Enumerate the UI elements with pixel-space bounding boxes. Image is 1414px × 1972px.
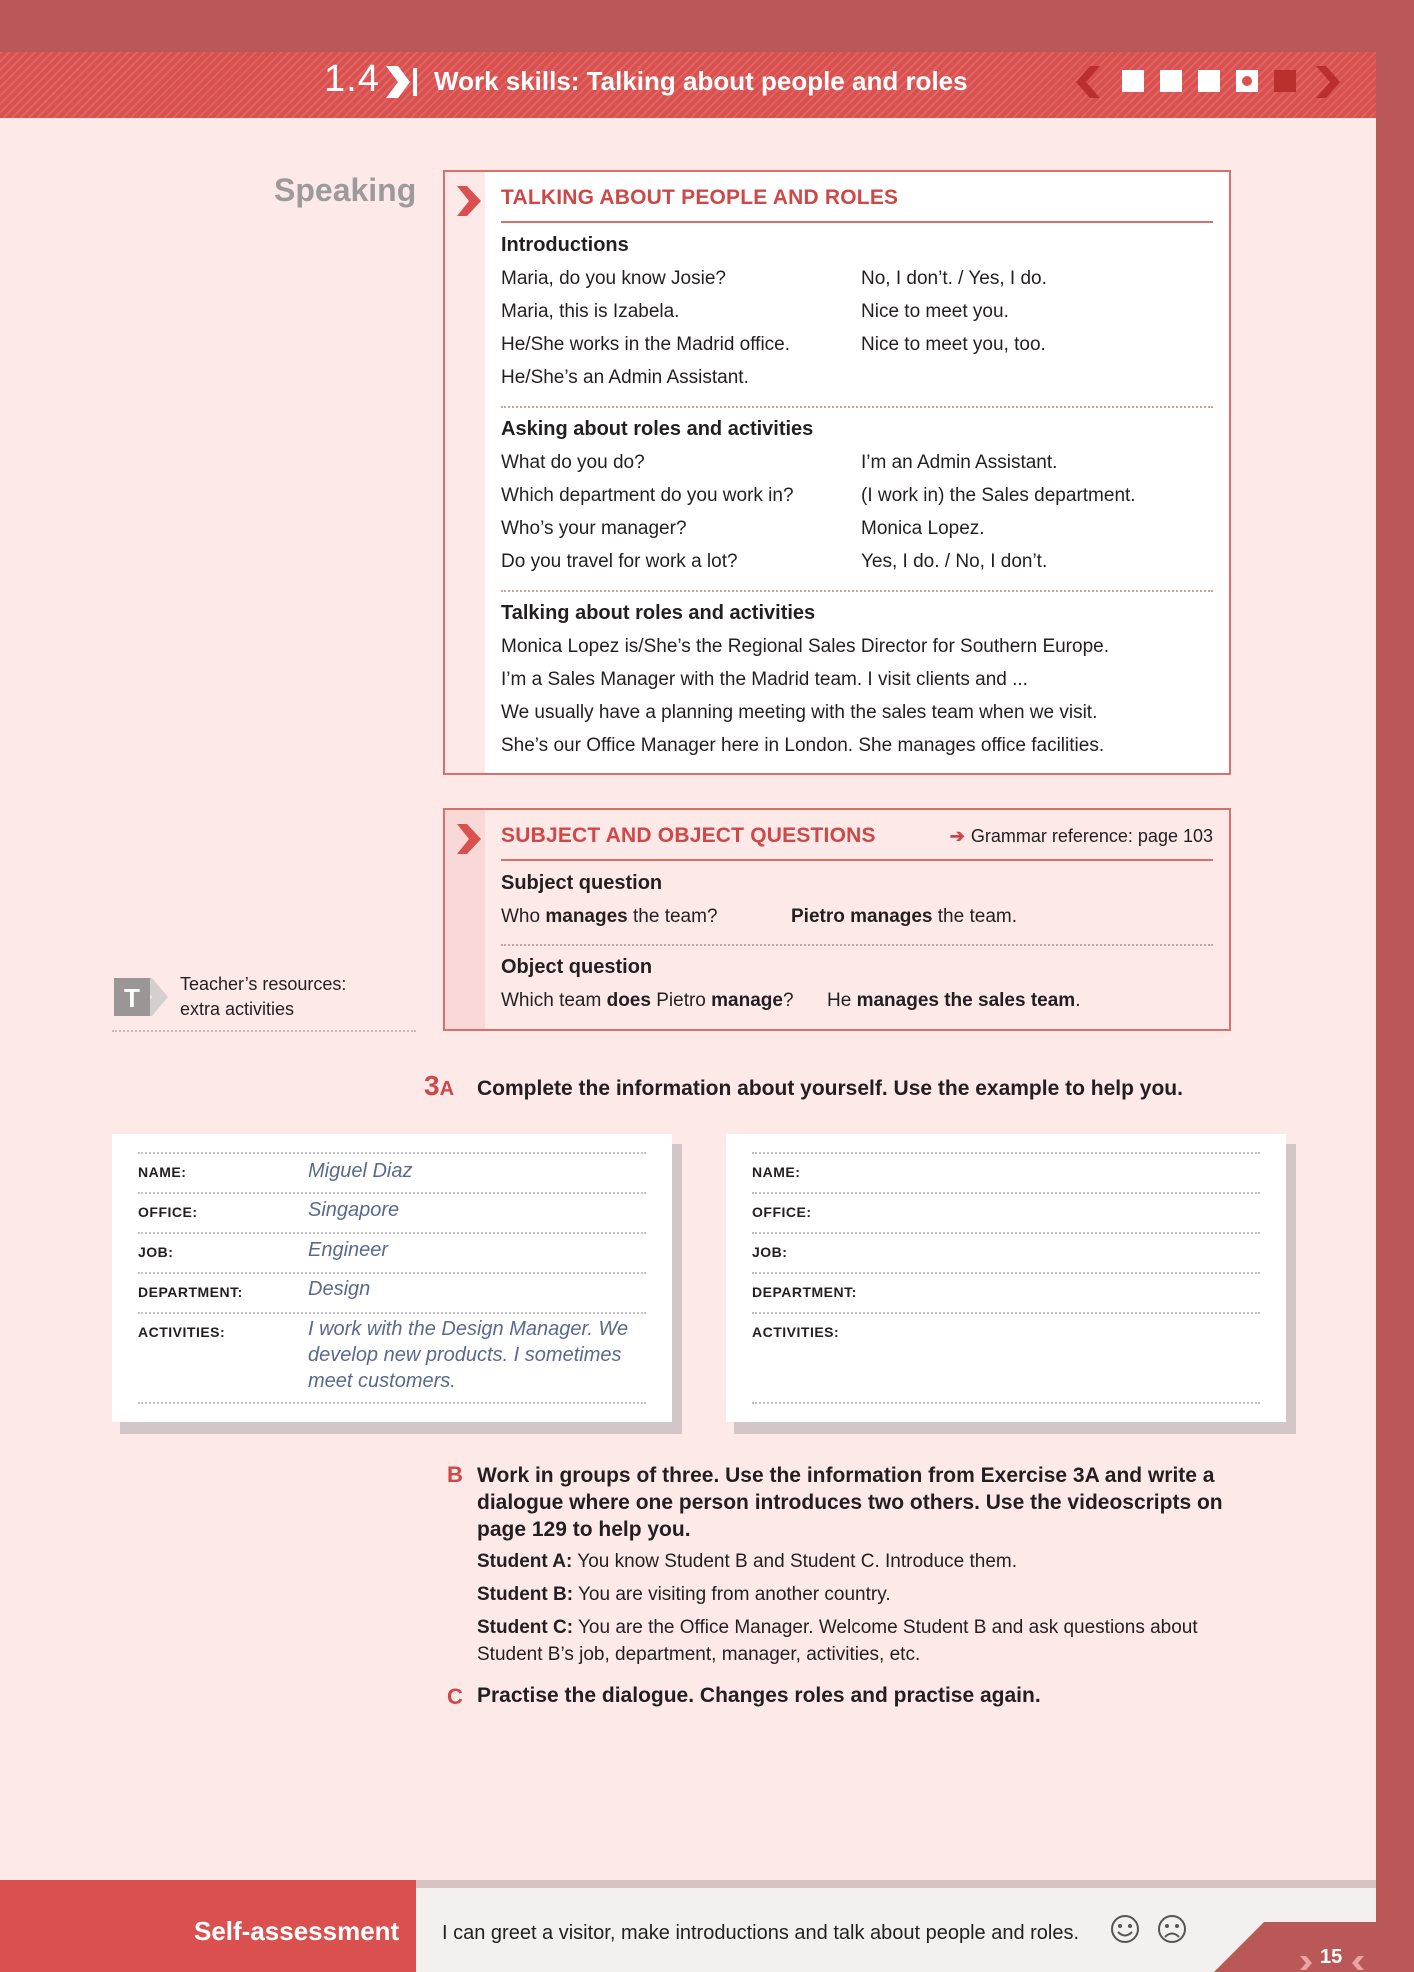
field-label: OFFICE: bbox=[752, 1204, 812, 1220]
phrase-right: Yes, I do. / No, I don’t. bbox=[861, 551, 1048, 572]
grammar-reference-link[interactable]: ➔ Grammar reference: page 103 bbox=[949, 826, 1213, 846]
talking-about-people-box bbox=[443, 170, 1231, 775]
page-number: 15 bbox=[1320, 1946, 1343, 1968]
name-value: Miguel Diaz bbox=[308, 1160, 413, 1182]
nav-square-current[interactable] bbox=[1274, 70, 1296, 92]
group-heading: Introductions bbox=[501, 234, 629, 256]
phrase-left: Which department do you work in? bbox=[501, 485, 794, 506]
teacher-resources-icon[interactable] bbox=[112, 976, 170, 1018]
top-frame bbox=[0, 0, 1414, 52]
field-label: ACTIVITIES: bbox=[752, 1324, 840, 1340]
phrase-line: I’m a Sales Manager with the Madrid team. I visit clients and ... bbox=[501, 669, 1028, 690]
phrase-left: He/She’s an Admin Assistant. bbox=[501, 367, 749, 388]
phrase-line: We usually have a planning meeting with the sales team when we visit. bbox=[501, 702, 1098, 723]
chevron-right-icon bbox=[455, 184, 483, 218]
lesson-title: Work skills: Talking about people and roles bbox=[434, 66, 968, 96]
exercise-c-instruction: Practise the dialogue. Changes roles and practise again. bbox=[477, 1684, 1041, 1707]
office-value: Singapore bbox=[308, 1199, 400, 1221]
self-assessment-statement: I can greet a visitor, make introductions and talk about people and roles. bbox=[442, 1922, 1080, 1944]
student-role: Student B: You are visiting from another country. bbox=[477, 1584, 891, 1605]
sad-face-icon[interactable] bbox=[1157, 1914, 1187, 1944]
phrase-right: (I work in) the Sales department. bbox=[861, 485, 1136, 506]
page-number-tab bbox=[1214, 1922, 1376, 1972]
phrase-line: She’s our Office Manager here in London. She manages office facilities. bbox=[501, 735, 1105, 756]
field-label: DEPARTMENT: bbox=[138, 1284, 243, 1300]
student-role: Student A: You know Student B and Student C. Introduce them. bbox=[477, 1551, 1018, 1572]
phrase-right: I’m an Admin Assistant. bbox=[861, 452, 1058, 473]
svg-text:T: T bbox=[124, 983, 140, 1013]
exercise-letter: C bbox=[447, 1684, 463, 1709]
field-label: JOB: bbox=[752, 1244, 788, 1260]
chevron-right-icon bbox=[384, 62, 420, 102]
right-frame bbox=[1376, 0, 1414, 1972]
phrase-left: Maria, do you know Josie? bbox=[501, 268, 726, 289]
section-label: Speaking bbox=[274, 172, 417, 208]
group-heading: Talking about roles and activities bbox=[501, 602, 816, 624]
phrase-right: Nice to meet you. bbox=[861, 301, 1009, 322]
subject-question-example: Who manages the team? bbox=[501, 906, 718, 927]
lesson-number: 1.4 bbox=[324, 58, 380, 100]
example-profile-card bbox=[112, 1134, 682, 1434]
department-value: Design bbox=[308, 1278, 371, 1300]
box-title: SUBJECT AND OBJECT QUESTIONS bbox=[501, 824, 876, 847]
exercise-number: 3A bbox=[424, 1070, 455, 1101]
arrow-right-icon: ➔ bbox=[949, 826, 965, 846]
field-label: NAME: bbox=[752, 1164, 801, 1180]
self-assessment-title: Self-assessment bbox=[194, 1916, 400, 1946]
nav-square-2[interactable] bbox=[1160, 70, 1182, 92]
exercise-3a-instruction: Complete the information about yourself. Use the example to help you. bbox=[477, 1077, 1183, 1100]
smiley-face-icon[interactable] bbox=[1110, 1914, 1140, 1944]
subject-object-questions-box bbox=[443, 808, 1231, 1031]
group-heading: Asking about roles and activities bbox=[501, 418, 814, 440]
prev-arrow-icon[interactable] bbox=[1074, 64, 1104, 100]
object-question-example: Which team does Pietro manage? bbox=[501, 990, 794, 1011]
phrase-right: No, I don’t. / Yes, I do. bbox=[861, 268, 1047, 289]
nav-square-1[interactable] bbox=[1122, 70, 1144, 92]
field-label: OFFICE: bbox=[138, 1204, 198, 1220]
student-role: Student C: You are the Office Manager. Welcome Student B and ask questions about Student B’s job, department, manager, activities, etc. bbox=[477, 1617, 1198, 1665]
phrase-left: He/She works in the Madrid office. bbox=[501, 334, 791, 355]
phrase-right: Nice to meet you, too. bbox=[861, 334, 1046, 355]
chevron-right-icon bbox=[455, 822, 483, 856]
object-answer-example: He manages the sales team. bbox=[827, 990, 1081, 1011]
field-label: JOB: bbox=[138, 1244, 174, 1260]
lesson-navigation bbox=[1074, 64, 1354, 100]
phrase-left: Maria, this is Izabela. bbox=[501, 301, 680, 322]
phrase-left: Who’s your manager? bbox=[501, 518, 687, 539]
box-title: TALKING ABOUT PEOPLE AND ROLES bbox=[501, 186, 899, 209]
field-label: DEPARTMENT: bbox=[752, 1284, 857, 1300]
phrase-line: Monica Lopez is/She’s the Regional Sales Director for Southern Europe. bbox=[501, 636, 1109, 657]
nav-square-4[interactable] bbox=[1236, 70, 1258, 92]
phrase-left: Do you travel for work a lot? bbox=[501, 551, 738, 572]
exercise-letter: B bbox=[447, 1462, 463, 1487]
phrase-left: What do you do? bbox=[501, 452, 645, 473]
field-label: ACTIVITIES: bbox=[138, 1324, 226, 1340]
object-question-heading: Object question bbox=[501, 956, 653, 978]
divider bbox=[112, 1030, 416, 1032]
exercise-b-instruction: Work in groups of three. Use the information from Exercise 3A and write a dialogue where one person introduces two others. Use the videoscripts on page 129 to help you. bbox=[477, 1464, 1223, 1541]
subject-question-heading: Subject question bbox=[501, 872, 663, 894]
nav-square-3[interactable] bbox=[1198, 70, 1220, 92]
field-label: NAME: bbox=[138, 1164, 187, 1180]
job-value: Engineer bbox=[308, 1239, 389, 1261]
teacher-resources-link[interactable]: Teacher’s resources: extra activities bbox=[180, 974, 347, 1019]
subject-answer-example: Pietro manages the team. bbox=[791, 906, 1017, 927]
your-profile-card bbox=[726, 1134, 1296, 1434]
phrase-right: Monica Lopez. bbox=[861, 518, 985, 539]
activities-value: I work with the Design Manager. We develop new products. I sometimes meet customers. bbox=[308, 1318, 629, 1392]
next-arrow-icon[interactable] bbox=[1312, 64, 1342, 100]
